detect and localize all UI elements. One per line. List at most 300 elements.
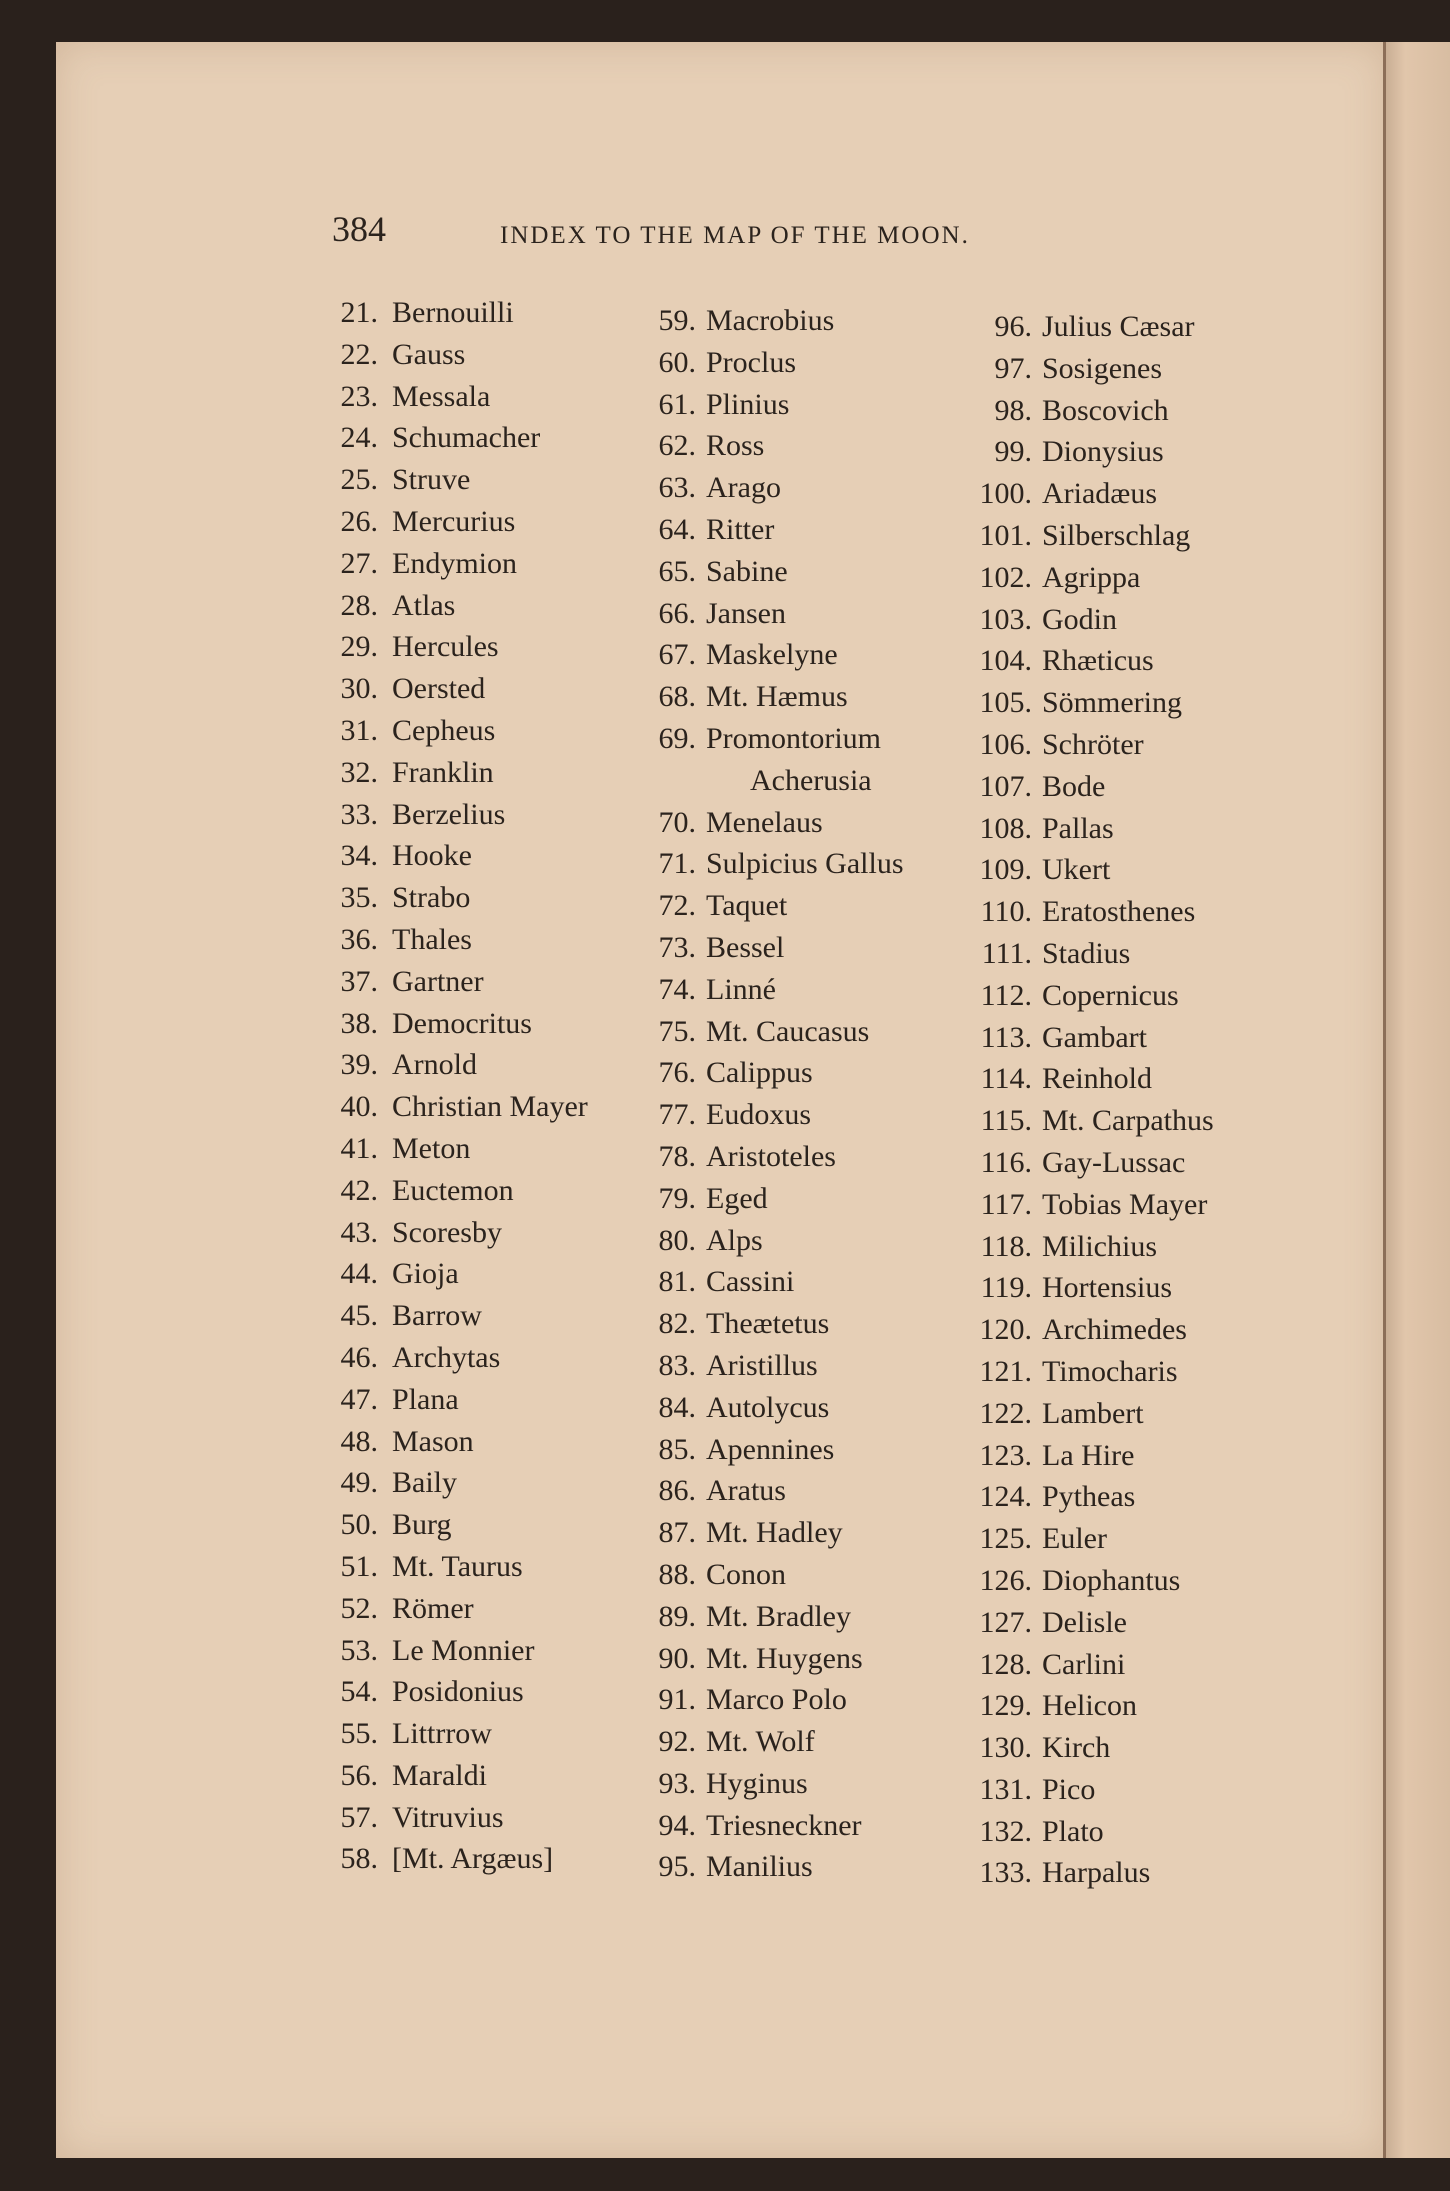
entry-name: Ross [706, 429, 765, 463]
entry-number: 76. [658, 1056, 696, 1090]
index-entry [300, 1504, 452, 1546]
entry-number: 125. [979, 1522, 1032, 1556]
entry-number: 67. [658, 638, 696, 672]
entry-number: 42. [340, 1173, 378, 1207]
index-entry [610, 1679, 847, 1721]
entry-number: 32. [340, 755, 378, 789]
page-number: 384 [332, 209, 386, 249]
entry-name: Arnold [392, 1048, 477, 1082]
index-entry [930, 1727, 1111, 1769]
entry-number: 88. [658, 1557, 696, 1591]
index-entry [610, 1596, 851, 1638]
index-entry [300, 334, 466, 376]
entry-name: Archytas [392, 1340, 501, 1374]
entry-name: Vitruvius [392, 1800, 504, 1834]
entry-number: 113. [980, 1020, 1032, 1054]
entry-name: [Mt. Argæus] [392, 1842, 554, 1876]
index-entry [300, 1755, 487, 1797]
entry-number: 55. [340, 1717, 378, 1751]
entry-name: Franklin [392, 755, 494, 789]
index-entry [930, 1435, 1135, 1477]
entry-name: Alps [706, 1223, 763, 1257]
index-entry [930, 1602, 1127, 1644]
index-entry [300, 919, 472, 961]
entry-number: 121. [979, 1354, 1032, 1388]
entry-name: Gioja [392, 1257, 459, 1291]
index-entry [300, 1086, 588, 1128]
entry-name: Mt. Hadley [706, 1516, 843, 1550]
entry-name: Barrow [392, 1299, 482, 1333]
index-entry [930, 431, 1164, 473]
entry-name: Aratus [706, 1474, 786, 1508]
index-entry [610, 676, 848, 718]
entry-number: 83. [658, 1348, 696, 1382]
entry-number: 103. [979, 602, 1032, 636]
entry-number: 38. [340, 1006, 378, 1040]
entry-name: Mt. Taurus [392, 1549, 523, 1583]
entry-name: Ritter [706, 512, 775, 546]
entry-name: Strabo [392, 881, 471, 915]
entry-name: Archimedes [1042, 1313, 1187, 1347]
entry-number: 126. [979, 1563, 1032, 1597]
entry-name: Manilius [706, 1850, 813, 1884]
entry-number: 116. [980, 1145, 1032, 1179]
entry-name: Mt. Bradley [706, 1599, 851, 1633]
entry-number: 36. [340, 922, 378, 956]
entry-number: 112. [980, 978, 1032, 1012]
index-entry [610, 467, 781, 509]
index-entry [930, 682, 1182, 724]
entry-number: 78. [658, 1139, 696, 1173]
entry-name: Meton [392, 1131, 471, 1165]
entry-name: Pallas [1042, 811, 1114, 845]
entry-number: 114. [980, 1062, 1032, 1096]
index-entry [300, 1212, 502, 1254]
entry-number: 108. [979, 811, 1032, 845]
index-column-2 [610, 300, 904, 1888]
entry-number: 25. [340, 463, 378, 497]
index-entry [930, 1769, 1096, 1811]
entry-number: 133. [979, 1856, 1032, 1890]
entry-number: 119. [980, 1271, 1032, 1305]
entry-number: 81. [658, 1265, 696, 1299]
entry-number: 69. [658, 721, 696, 755]
entry-name: Arago [706, 471, 781, 505]
entry-name: Mason [392, 1424, 474, 1458]
index-entry [930, 1226, 1158, 1268]
entry-number: 73. [658, 930, 696, 964]
entry-number: 92. [658, 1725, 696, 1759]
index-entry [610, 1387, 830, 1429]
index-entry [610, 718, 882, 760]
entry-number: 105. [979, 686, 1032, 720]
index-entry [930, 1058, 1152, 1100]
entry-number: 44. [340, 1257, 378, 1291]
entry-number: 49. [340, 1466, 378, 1500]
index-entry [930, 348, 1162, 390]
entry-name: Milichius [1042, 1229, 1158, 1263]
entry-number: 57. [340, 1800, 378, 1834]
index-entry [300, 1170, 514, 1212]
entry-name: Gay-Lussac [1042, 1145, 1186, 1179]
entry-name: Bessel [706, 930, 785, 964]
entry-name: Schröter [1042, 727, 1144, 761]
index-entry [930, 891, 1196, 933]
entry-number: 35. [340, 881, 378, 915]
entry-name: Timocharis [1042, 1354, 1178, 1388]
entry-name: Hooke [392, 839, 472, 873]
index-entry [610, 634, 838, 676]
entry-number: 84. [658, 1390, 696, 1424]
index-entry [930, 306, 1195, 348]
entry-name: Marco Polo [706, 1683, 847, 1717]
index-entry [930, 766, 1106, 808]
entry-name: Boscovich [1042, 393, 1169, 427]
entry-name: Plato [1042, 1814, 1104, 1848]
entry-name: Euler [1042, 1522, 1107, 1556]
entry-number: 40. [340, 1090, 378, 1124]
index-entry [930, 1560, 1181, 1602]
entry-number: 79. [658, 1181, 696, 1215]
entry-name: Cassini [706, 1265, 795, 1299]
entry-name: Silberschlag [1042, 518, 1191, 552]
running-title: INDEX TO THE MAP OF THE MOON. [500, 222, 970, 249]
entry-number: 93. [658, 1766, 696, 1800]
entry-name: Calippus [706, 1056, 813, 1090]
entry-number: 66. [658, 596, 696, 630]
entry-number: 59. [658, 304, 696, 337]
entry-number: 68. [658, 680, 696, 714]
index-entry [300, 1588, 474, 1630]
index-entry [930, 557, 1141, 599]
index-entry [300, 835, 472, 877]
entry-number: 24. [340, 421, 378, 455]
entry-name: Hercules [392, 630, 499, 664]
index-entry [300, 501, 516, 543]
entry-name: Burg [392, 1508, 452, 1542]
index-entry [930, 1476, 1136, 1518]
index-entry [300, 877, 471, 919]
entry-number: 48. [340, 1424, 378, 1458]
index-entry [930, 473, 1157, 515]
index-entry [300, 1462, 457, 1504]
index-entry [610, 551, 788, 593]
index-entry [300, 1630, 535, 1672]
entry-number: 86. [658, 1474, 696, 1508]
entry-name: Mt. Carpathus [1042, 1104, 1214, 1138]
entry-number: 58. [340, 1842, 378, 1876]
index-entry [930, 975, 1179, 1017]
index-entry [610, 927, 785, 969]
index-entry [300, 292, 514, 334]
entry-name: Eratosthenes [1042, 895, 1196, 929]
index-entry [930, 515, 1191, 557]
index-entry [610, 1721, 815, 1763]
index-entry [930, 1811, 1104, 1853]
index-entry [930, 1309, 1187, 1351]
entry-name: Ariadæus [1042, 477, 1157, 511]
index-entry [930, 390, 1169, 432]
entry-name: Sulpicius Gallus [706, 847, 904, 881]
index-column-1 [300, 292, 588, 1880]
index-entry [930, 724, 1144, 766]
entry-name: Hyginus [706, 1766, 808, 1800]
entry-name: Posidonius [392, 1675, 524, 1709]
index-entry [930, 1184, 1208, 1226]
entry-number: 128. [979, 1647, 1032, 1681]
entry-name: Sömmering [1042, 686, 1182, 720]
entry-number: 45. [340, 1299, 378, 1333]
entry-number: 77. [658, 1098, 696, 1132]
entry-number: 31. [340, 713, 378, 747]
index-entry [300, 1546, 523, 1588]
entry-name: Plinius [706, 387, 790, 421]
entry-number: 72. [658, 889, 696, 923]
entry-name: Stadius [1042, 936, 1131, 970]
index-entry [930, 1100, 1214, 1142]
entry-name: Gambart [1042, 1020, 1147, 1054]
index-entry [610, 1094, 811, 1136]
index-entry [610, 1011, 870, 1053]
entry-number: 124. [979, 1480, 1032, 1514]
entry-number: 27. [340, 546, 378, 580]
entry-number: 131. [979, 1772, 1032, 1806]
index-column-3 [930, 306, 1214, 1894]
entry-name: Aristoteles [706, 1139, 836, 1173]
index-entry [930, 640, 1154, 682]
entry-name: Proclus [706, 345, 796, 379]
entry-name: Thales [392, 922, 472, 956]
entry-name: Diophantus [1042, 1563, 1181, 1597]
entry-name: Rhæticus [1042, 644, 1154, 678]
index-entry [300, 417, 541, 459]
index-entry [610, 1178, 768, 1220]
index-entry [610, 1345, 818, 1387]
entry-number: 99. [994, 435, 1032, 469]
index-entry [930, 849, 1111, 891]
entry-name: Atlas [392, 588, 456, 622]
index-entry [610, 1261, 795, 1303]
entry-number: 130. [979, 1731, 1032, 1765]
entry-number: 61. [658, 387, 696, 421]
index-entry [300, 1337, 501, 1379]
entry-number: 33. [340, 797, 378, 831]
index-entry [300, 1295, 482, 1337]
entry-name: Maskelyne [706, 638, 838, 672]
entry-number: 127. [979, 1605, 1032, 1639]
entry-name: Acherusia [750, 763, 872, 797]
entry-name: Democritus [392, 1006, 532, 1040]
entry-name: Dionysius [1042, 435, 1164, 469]
index-entry [610, 1554, 787, 1596]
entry-name: Agrippa [1042, 560, 1141, 594]
entry-name: Maraldi [392, 1758, 487, 1792]
entry-name: Autolycus [706, 1390, 830, 1424]
index-entry [930, 1393, 1144, 1435]
entry-number: 41. [340, 1131, 378, 1165]
entry-number: 109. [979, 853, 1032, 887]
entry-number: 107. [979, 769, 1032, 803]
entry-number: 90. [658, 1641, 696, 1675]
entry-name: Pico [1042, 1772, 1096, 1806]
entry-number: 91. [658, 1683, 696, 1717]
entry-number: 117. [980, 1187, 1032, 1221]
index-entry [930, 1644, 1126, 1686]
entry-name: Macrobius [706, 304, 835, 337]
index-entry [300, 1671, 524, 1713]
entry-number: 28. [340, 588, 378, 622]
index-entry [930, 1351, 1178, 1393]
entry-name: Sabine [706, 554, 788, 588]
entry-name: La Hire [1042, 1438, 1135, 1472]
entry-number: 22. [340, 337, 378, 371]
index-entry [300, 376, 491, 418]
index-entry [930, 808, 1114, 850]
entry-name: Sosigenes [1042, 351, 1162, 385]
entry-name: Carlini [1042, 1647, 1126, 1681]
entry-number: 102. [979, 560, 1032, 594]
entry-name: Godin [1042, 602, 1117, 636]
index-entry [610, 1805, 862, 1847]
entry-name: Römer [392, 1591, 474, 1625]
entry-number: 46. [340, 1340, 378, 1374]
entry-number: 47. [340, 1382, 378, 1416]
entry-name: Gartner [392, 964, 484, 998]
entry-name: Copernicus [1042, 978, 1179, 1012]
entry-number: 29. [340, 630, 378, 664]
index-entry [300, 459, 471, 501]
entry-number: 132. [979, 1814, 1032, 1848]
entry-number: 37. [340, 964, 378, 998]
entry-name: Euctemon [392, 1173, 514, 1207]
index-entry [610, 425, 765, 467]
index-entry [930, 599, 1117, 641]
entry-name: Endymion [392, 546, 517, 580]
index-entry [300, 1797, 504, 1839]
entry-name: Harpalus [1042, 1856, 1151, 1890]
entry-number: 23. [340, 379, 378, 413]
entry-number: 100. [979, 477, 1032, 511]
entry-name: Littrrow [392, 1717, 492, 1751]
index-entry [300, 543, 517, 585]
entry-number: 96. [994, 310, 1032, 343]
entry-number: 82. [658, 1307, 696, 1341]
entry-name: Julius Cæsar [1042, 310, 1195, 343]
index-entry [300, 1713, 492, 1755]
index-entry [300, 1421, 474, 1463]
entry-number: 80. [658, 1223, 696, 1257]
entry-number: 51. [340, 1549, 378, 1583]
entry-name: Theætetus [706, 1307, 830, 1341]
index-entry [610, 509, 775, 551]
entry-name: Scoresby [392, 1215, 502, 1249]
entry-name: Messala [392, 379, 491, 413]
index-entry [610, 1638, 863, 1680]
index-entry [610, 885, 788, 927]
index-entry [610, 1052, 813, 1094]
index-entry [610, 342, 796, 384]
entry-number: 63. [658, 471, 696, 505]
entry-name: Delisle [1042, 1605, 1127, 1639]
entry-name: Ukert [1042, 853, 1111, 887]
entry-name: Mercurius [392, 504, 516, 538]
index-entry [930, 1685, 1137, 1727]
entry-name: Pytheas [1042, 1480, 1136, 1514]
index-entry [610, 593, 786, 635]
entry-number: 70. [658, 805, 696, 839]
entry-number: 97. [994, 351, 1032, 385]
entry-name: Le Monnier [392, 1633, 535, 1667]
entry-number: 43. [340, 1215, 378, 1249]
entry-number: 85. [658, 1432, 696, 1466]
index-entry [610, 384, 790, 426]
entry-number: 65. [658, 554, 696, 588]
entry-name: Christian Mayer [392, 1090, 588, 1124]
index-entry [930, 1852, 1151, 1894]
entry-name: Gauss [392, 337, 466, 371]
index-entry-continuation [610, 760, 872, 802]
entry-number: 120. [979, 1313, 1032, 1347]
entry-number: 53. [340, 1633, 378, 1667]
index-entry [300, 668, 486, 710]
entry-number: 122. [979, 1396, 1032, 1430]
entry-name: Triesneckner [706, 1808, 862, 1842]
entry-number: 30. [340, 672, 378, 706]
entry-name: Apennines [706, 1432, 835, 1466]
entry-number: 56. [340, 1758, 378, 1792]
entry-name: Mt. Hæmus [706, 680, 848, 714]
index-entry [930, 1142, 1186, 1184]
index-entry [300, 585, 456, 627]
index-entry [300, 794, 506, 836]
index-entry [300, 961, 484, 1003]
entry-name: Eged [706, 1181, 768, 1215]
index-entry [300, 710, 496, 752]
entry-number: 104. [979, 644, 1032, 678]
entry-name: Baily [392, 1466, 457, 1500]
entry-number: 26. [340, 504, 378, 538]
entry-name: Tobias Mayer [1042, 1187, 1208, 1221]
index-entry [930, 1267, 1172, 1309]
index-entry [610, 802, 823, 844]
entry-number: 64. [658, 512, 696, 546]
entry-name: Conon [706, 1557, 787, 1591]
index-entry [930, 1017, 1147, 1059]
index-entry [300, 626, 499, 668]
entry-number: 123. [979, 1438, 1032, 1472]
entry-number: 94. [658, 1808, 696, 1842]
entry-number: 101. [979, 518, 1032, 552]
entry-name: Jansen [706, 596, 786, 630]
index-entry [930, 933, 1131, 975]
entry-name: Cepheus [392, 713, 496, 747]
index-entry [610, 1220, 763, 1262]
index-entry [300, 1838, 554, 1880]
entry-name: Berzelius [392, 797, 506, 831]
index-entry [610, 969, 776, 1011]
entry-name: Mt. Caucasus [706, 1014, 870, 1048]
index-entry [300, 752, 494, 794]
index-entry [300, 1379, 459, 1421]
entry-number: 75. [658, 1014, 696, 1048]
entry-number: 89. [658, 1599, 696, 1633]
index-entry [610, 843, 904, 885]
index-entry [610, 1429, 835, 1471]
index-entry [610, 1512, 843, 1554]
entry-number: 106. [979, 727, 1032, 761]
entry-number: 110. [980, 895, 1032, 929]
entry-number: 21. [340, 296, 378, 329]
